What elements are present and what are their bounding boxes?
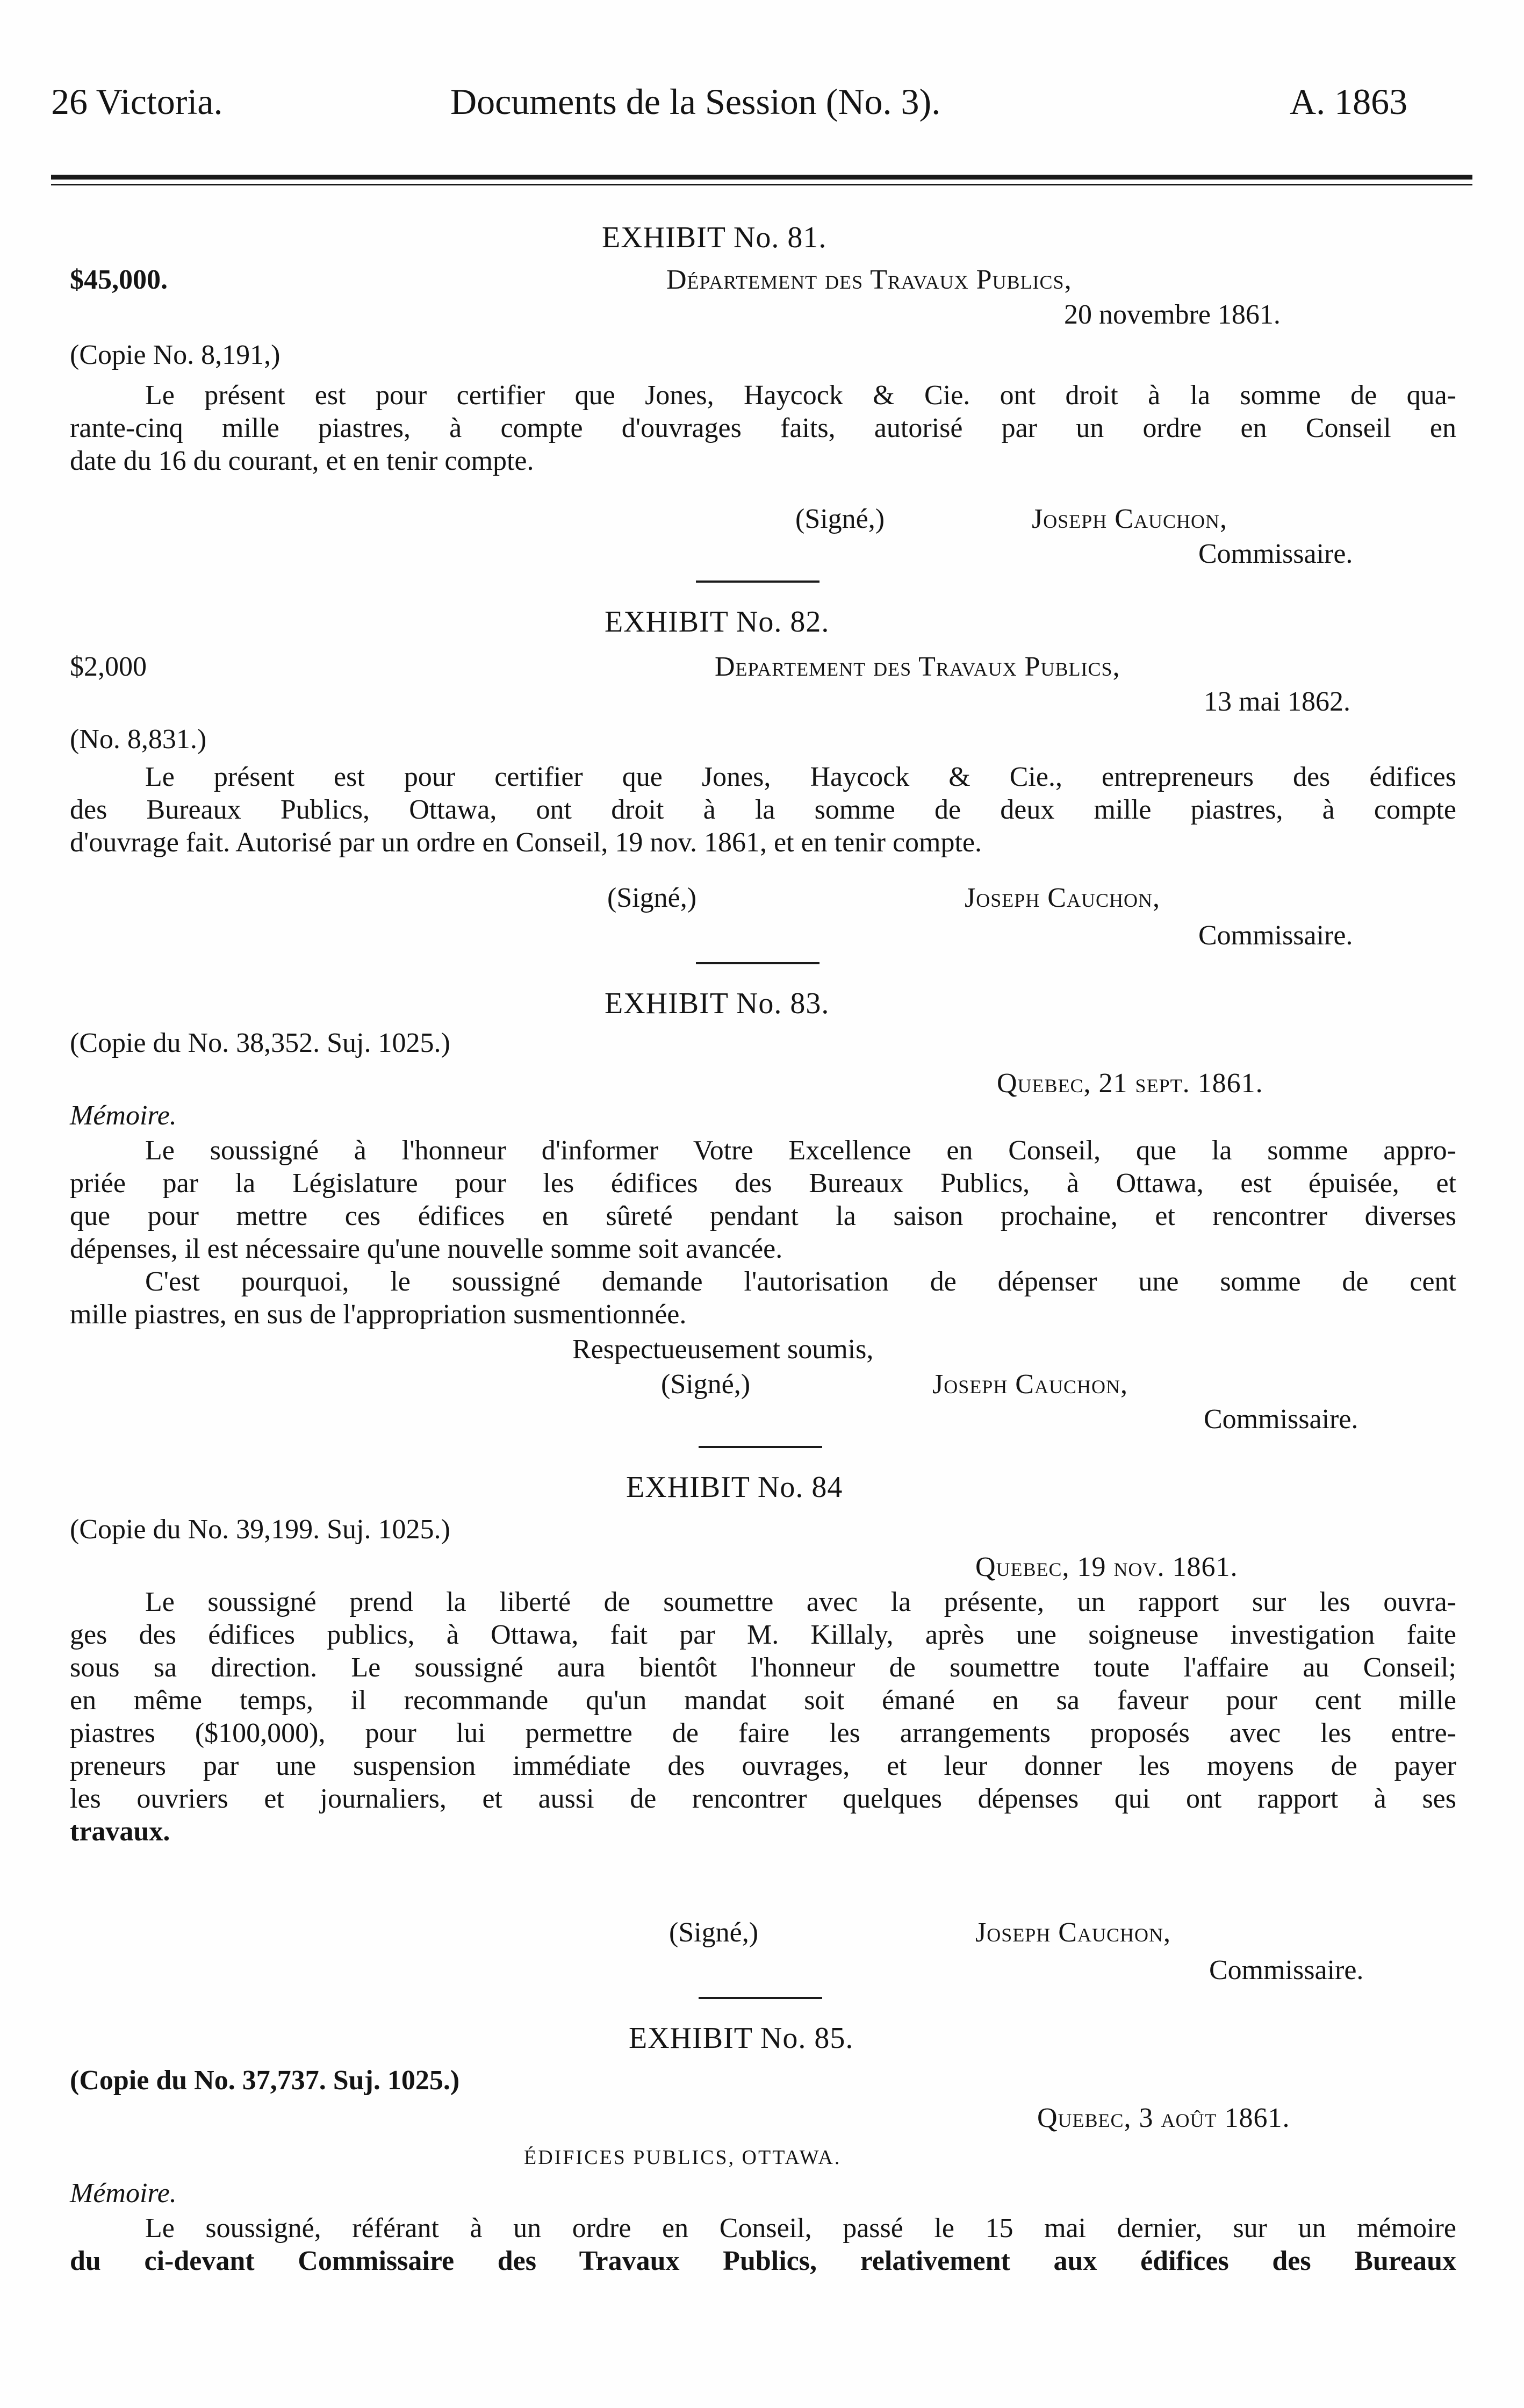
exhibit-83-copy: (Copie du No. 38,352. Suj. 1025.) [70, 1028, 450, 1058]
exhibit-82-department: Departement des Travaux Publics, [715, 651, 1120, 682]
exhibit-84-line: preneurs par une suspension immédiate des ouvrages, et leur donner les moyens de payer [70, 1751, 1456, 1781]
exhibit-84-line: sous sa direction. Le soussigné aura bientôt l'honneur de soumettre toute l'affaire au Conseil; [70, 1652, 1456, 1683]
exhibit-82-amount: $2,000 [70, 651, 147, 682]
exhibit-81-copy: (Copie No. 8,191,) [70, 340, 281, 370]
exhibit-82-body [70, 761, 1456, 859]
exhibit-81-signer: Joseph Cauchon, [1032, 504, 1227, 534]
exhibit-83-line: Le soussigné à l'honneur d'informer Votre Excellence en Conseil, que la somme appro- [145, 1135, 1456, 1166]
exhibit-83-line: C'est pourquoi, le soussigné demande l'autorisation de dépenser une somme de cent [145, 1266, 1456, 1297]
exhibit-84-place-date: Quebec, 19 nov. 1861. [975, 1552, 1238, 1582]
exhibit-81-line: Le présent est pour certifier que Jones, Haycock & Cie. ont droit à la somme de qua- [145, 380, 1456, 411]
exhibit-84-copy: (Copie du No. 39,199. Suj. 1025.) [70, 1514, 450, 1545]
exhibit-83-line: que pour mettre ces édifices en sûreté pendant la saison prochaine, et rencontrer diverses [70, 1201, 1456, 1231]
header-year: A. 1863 [1290, 81, 1408, 122]
header-rule [51, 175, 1472, 180]
exhibit-83-signed: (Signé,) [661, 1369, 751, 1400]
exhibit-83-role: Commissaire. [1204, 1404, 1358, 1435]
exhibit-82-line: d'ouvrage fait. Autorisé par un ordre en Conseil, 19 nov. 1861, et en tenir compte. [70, 827, 982, 858]
exhibit-81-department: Département des Travaux Publics, [666, 264, 1072, 295]
exhibit-83-line: priée par la Législature pour les édifices des Bureaux Publics, à Ottawa, est épuisée, et [70, 1168, 1456, 1199]
exhibit-81-date: 20 novembre 1861. [1064, 299, 1281, 330]
exhibit-85-subject: ÉDIFICES PUBLICS, OTTAWA. [524, 2146, 842, 2169]
exhibit-81-body [70, 379, 1456, 477]
exhibit-84-title: EXHIBIT No. 84 [626, 1471, 843, 1504]
exhibit-83-memo: Mémoire. [70, 1100, 177, 1131]
exhibit-84-role: Commissaire. [1209, 1955, 1364, 1986]
exhibit-82-signer: Joseph Cauchon, [965, 883, 1160, 913]
exhibit-85-title: EXHIBIT No. 85. [629, 2022, 854, 2055]
exhibit-81-amount: $45,000. [70, 264, 168, 295]
exhibit-84-line: les ouvriers et journaliers, et aussi de rencontrer quelques dépenses qui ont rapport à ses [70, 1783, 1456, 1814]
exhibit-82-role: Commissaire. [1198, 920, 1353, 951]
exhibit-83-signer: Joseph Cauchon, [932, 1369, 1128, 1400]
exhibit-81-role: Commissaire. [1198, 539, 1353, 569]
separator-rule [699, 1997, 822, 1999]
exhibit-83-title: EXHIBIT No. 83. [605, 987, 830, 1020]
exhibit-84-body [70, 1586, 1456, 1848]
separator-rule [696, 580, 819, 583]
exhibit-85-line: du ci-devant Commissaire des Travaux Publics, relativement aux édifices des Bureaux [70, 2246, 1456, 2276]
exhibit-81-signed: (Signé,) [795, 504, 885, 534]
exhibit-82-copy: (No. 8,831.) [70, 724, 207, 755]
exhibit-83-line: dépenses, il est nécessaire qu'une nouvelle somme soit avancée. [70, 1234, 783, 1264]
exhibit-85-line: Le soussigné, référant à un ordre en Conseil, passé le 15 mai dernier, sur un mémoire [145, 2213, 1456, 2244]
exhibit-81-line: date du 16 du courant, et en tenir compte. [70, 446, 534, 476]
exhibit-84-line: piastres ($100,000), pour lui permettre de faire les arrangements proposés avec les entre- [70, 1718, 1456, 1748]
exhibit-84-line: travaux. [70, 1816, 170, 1847]
exhibit-81-title: EXHIBIT No. 81. [602, 221, 827, 254]
exhibit-83-line: mille piastres, en sus de l'appropriation susmentionnée. [70, 1299, 687, 1330]
header-title: Documents de la Session (No. 3). [450, 81, 941, 122]
exhibit-84-signed: (Signé,) [669, 1917, 759, 1948]
exhibit-85-copy: (Copie du No. 37,737. Suj. 1025.) [70, 2065, 460, 2096]
exhibit-85-body [70, 2212, 1456, 2277]
exhibit-82-date: 13 mai 1862. [1204, 686, 1350, 717]
exhibit-85-memo: Mémoire. [70, 2178, 177, 2209]
exhibit-83-body-1 [70, 1134, 1456, 1265]
exhibit-82-line: des Bureaux Publics, Ottawa, ont droit à la somme de deux mille piastres, à compte [70, 794, 1456, 825]
exhibit-82-line: Le présent est pour certifier que Jones, Haycock & Cie., entrepreneurs des édifices [145, 762, 1456, 792]
exhibit-83-body-2 [70, 1265, 1456, 1331]
separator-rule [699, 1446, 822, 1448]
exhibit-84-line: Le soussigné prend la liberté de soumettre avec la présente, un rapport sur les ouvra- [145, 1587, 1456, 1617]
header-volume: 26 Victoria. [51, 81, 223, 122]
header-rule-thin [51, 184, 1472, 185]
exhibit-83-place-date: Quebec, 21 sept. 1861. [997, 1068, 1263, 1099]
exhibit-83-closing: Respectueusement soumis, [572, 1334, 874, 1365]
exhibit-84-line: ges des édifices publics, à Ottawa, fait par M. Killaly, après une soigneuse investigation faite [70, 1619, 1456, 1650]
exhibit-84-signer: Joseph Cauchon, [975, 1917, 1171, 1948]
exhibit-82-title: EXHIBIT No. 82. [605, 605, 830, 639]
separator-rule [696, 962, 819, 964]
exhibit-84-line: en même temps, il recommande qu'un mandat soit émané en sa faveur pour cent mille [70, 1685, 1456, 1716]
exhibit-81-line: rante-cinq mille piastres, à compte d'ouvrages faits, autorisé par un ordre en Conseil en [70, 413, 1456, 443]
exhibit-85-place-date: Quebec, 3 août 1861. [1037, 2103, 1290, 2133]
exhibit-82-signed: (Signé,) [607, 883, 697, 913]
